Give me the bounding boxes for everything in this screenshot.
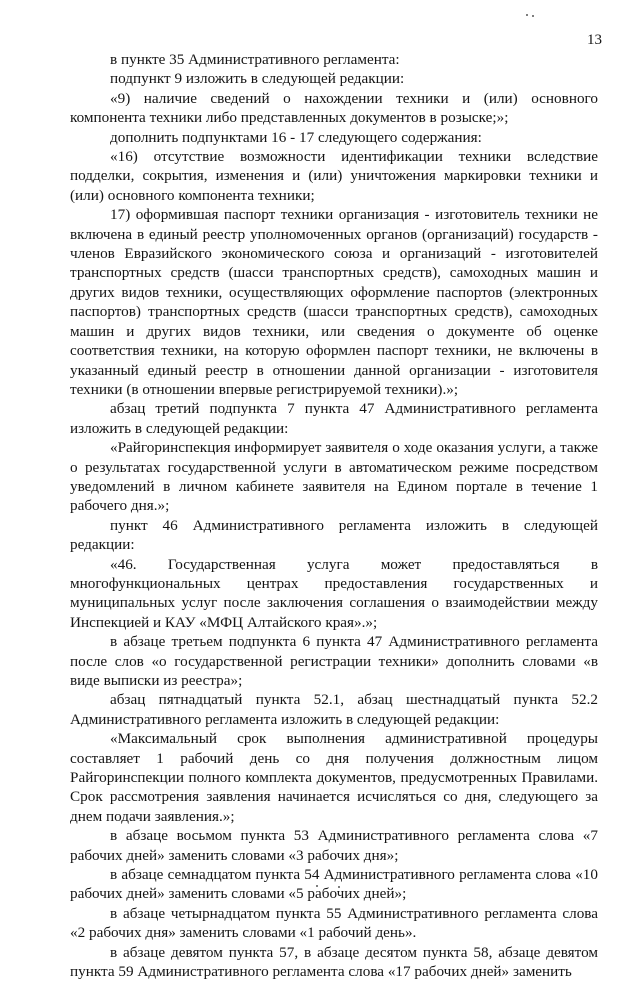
paragraph: 17) оформившая паспорт техники организация - изготовитель техники не включена в единый реестр уполномоченных органов (организаций) государств - членов Евразийского экономического союза и организаций - изготовителей транспортных средств (шасси транспортных средств), самоходных машин и других видов техники, осуществляющих оформление паспортов (электронных паспортов) транспортных средств (шасси транспортных средств), самоходных машин и других видов техники, или сведения о документе об оценке соответствия техники, на которую оформлен паспорт техники, не включены в указанный единый реестр в отношении данной организации - изготовителя техники (в отношении впервые регистрируемой техники).»; <box>70 206 598 398</box>
paragraph: «46. Государственная услуга может предоставляться в многофункциональных центрах предоставления государственных и муниципальных услуг после заключения соглашения о взаимодействии между Инспекцией и КАУ «МФЦ Алтайского края».»; <box>70 555 598 631</box>
paragraph: абзац третий подпункта 7 пункта 47 Административного регламента изложить в следующей редакции: <box>70 400 598 437</box>
paragraph: «Максимальный срок выполнения административной процедуры составляет 1 рабочий день со дня получения должностным лицом Райгоринспекции полного комплекта документов, предусмотренных Правилами. Срок рассмотрения заявления начинается исчисляться со дня, следующего за днем подачи заявления.»; <box>70 730 598 825</box>
paragraph: в абзаце третьем подпункта 6 пункта 47 Административного регламента после слов «о государственной регистрации техники» дополнить словами «в виде выписки из реестра»; <box>70 633 598 689</box>
paragraph: в абзаце восьмом пункта 53 Административного регламента слова «7 рабочих дней» заменить словами «3 рабочих дня»; <box>70 827 598 864</box>
scan-speck <box>532 15 534 17</box>
paragraph: дополнить подпунктами 16 - 17 следующего содержания: <box>110 128 482 146</box>
paragraph: пункт 46 Административного регламента изложить в следующей редакции: <box>70 516 598 554</box>
paragraph: абзац пятнадцатый пункта 52.1, абзац шестнадцатый пункта 52.2 Административного регламента изложить в следующей редакции: <box>70 691 598 728</box>
scan-speck <box>526 14 528 16</box>
paragraph: подпункт 9 изложить в следующей редакции: <box>110 70 405 88</box>
paragraph: в абзаце четырнадцатом пункта 55 Административного регламента слова «2 рабочих дня» заменить словами «1 рабочий день». <box>70 904 598 942</box>
paragraph: «Райгоринспекция информирует заявителя о ходе оказания услуги, а также о результатах государственной услуги в автоматическом режиме посредством уведомлений в личном кабинете заявителя на Едином портале в течение 1 рабочего дня.»; <box>70 439 598 515</box>
document-body <box>70 50 598 982</box>
paragraph: в абзаце девятом пункта 57, в абзаце десятом пункта 58, абзаце девятом пункта 59 Административного регламента слова «17 рабочих дней» заменить <box>70 943 598 981</box>
paragraph: «16) отсутствие возможности идентификации техники вследствие подделки, сокрытия, изменения и (или) уничтожения маркировки техники и (или) основного компонента техники; <box>70 148 598 204</box>
page-number: 13 <box>587 32 602 48</box>
paragraph: в абзаце семнадцатом пункта 54 Административного регламента слова «10 рабочих дней» заменить словами «5 рабочих дней»; <box>70 866 598 903</box>
paragraph: «9) наличие сведений о нахождении техники и (или) основного компонента техники либо представленных документов в розыске;»; <box>70 89 598 127</box>
paragraph: в пункте 35 Административного регламента: <box>110 51 400 68</box>
